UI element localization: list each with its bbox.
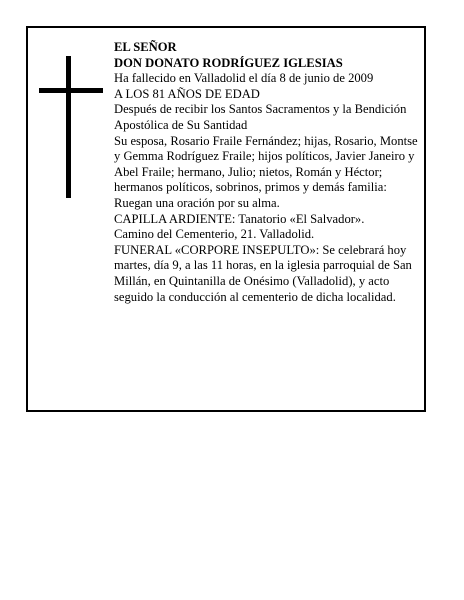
- cross-icon: [39, 56, 103, 198]
- death-info: Ha fallecido en Valladolid el día 8 de junio de 2009: [114, 71, 374, 86]
- prayer-line: Ruegan una oración por su alma.: [114, 195, 280, 210]
- chapel-line-2: Camino del Cementerio, 21. Valladolid.: [114, 227, 315, 242]
- notice-title: EL SEÑOR: [114, 40, 177, 54]
- chapel-line-1: CAPILLA ARDIENTE: Tanatorio «El Salvador».: [114, 211, 365, 226]
- funeral-info: FUNERAL «CORPORE INSEPULTO»: Se celebrará hoy martes, día 9, a las 11 horas, en la iglesia parroquial de San Millán, en Quintanilla de Onésimo (Valladolid), y acto seguido la conducción al cementerio de dicha localidad.: [114, 242, 412, 304]
- deceased-name: DON DONATO RODRÍGUEZ IGLESIAS: [114, 55, 343, 70]
- cross-vertical-bar: [66, 56, 71, 198]
- age-line: A LOS 81 AÑOS DE EDAD: [114, 86, 260, 101]
- sacraments-line: Después de recibir los Santos Sacramentos y la Bendición Apostólica de Su Santidad: [114, 102, 407, 132]
- family-list: Su esposa, Rosario Fraile Fernández; hijas, Rosario, Montse y Gemma Rodríguez Fraile; hijos políticos, Javier Janeiro y Abel Fraile; hermano, Julio; nietos, Román y Héctor; hermanos políticos, sobrinos, primos y demás familia:: [114, 133, 418, 195]
- obituary-notice: [26, 26, 426, 412]
- cross-horizontal-bar: [39, 88, 103, 93]
- notice-text: [114, 40, 424, 305]
